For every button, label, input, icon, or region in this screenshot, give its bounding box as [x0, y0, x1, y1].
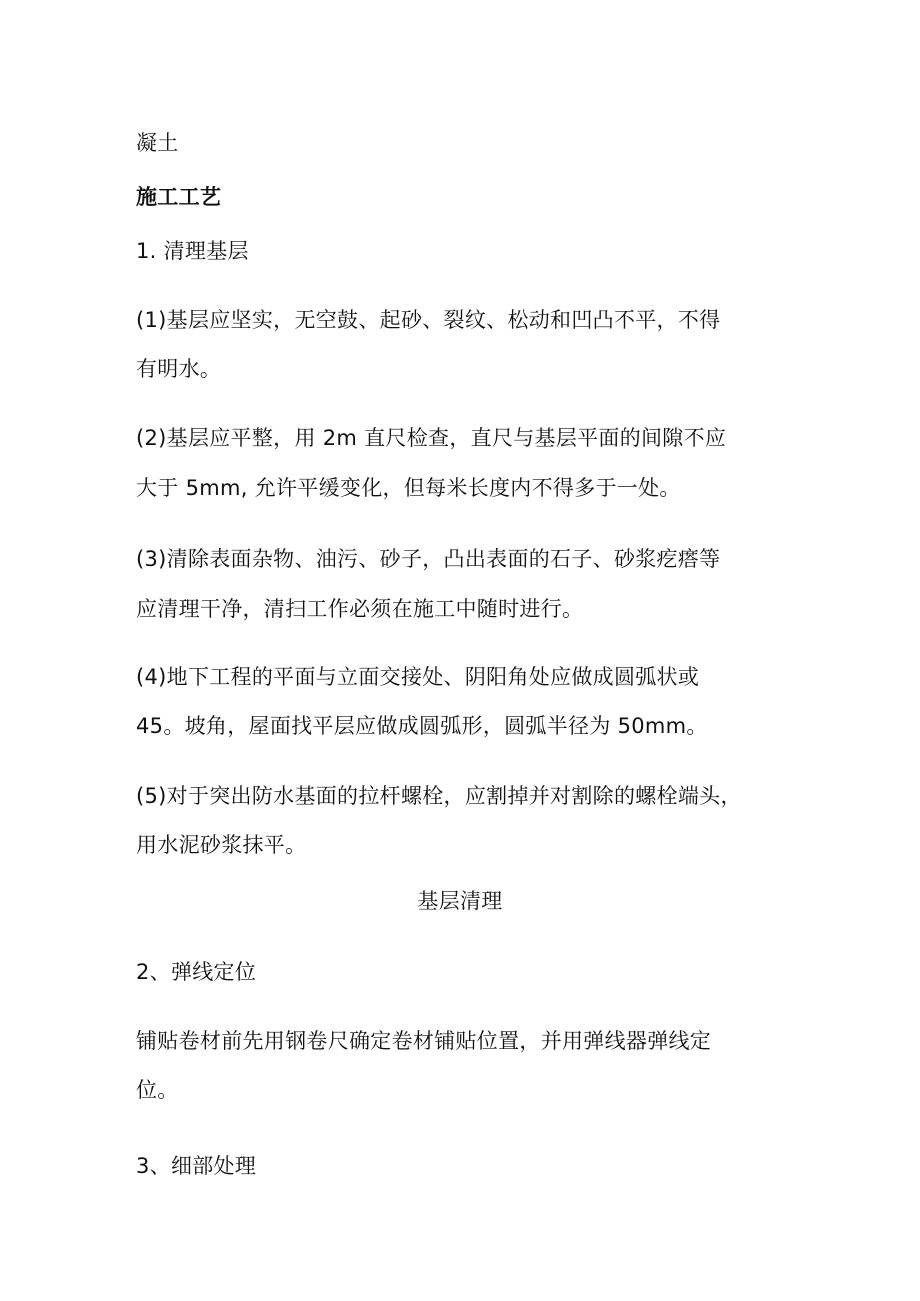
step2-text-line1: 铺贴卷材前先用钢卷尺确定卷材铺贴位置，并用弹线器弹线定 [136, 1029, 712, 1053]
figure-caption: 基层清理 [417, 889, 503, 913]
section-title: 施工工艺 [136, 185, 222, 209]
step3-heading: 3、细部处理 [136, 1154, 257, 1178]
step1-item-5-line1: (5)对于突出防水基面的拉杆螺栓，应割掉并对割除的螺栓端头， [136, 784, 742, 808]
step1-item-3-line2: 应清理干净，清扫工作必须在施工中随时进行。 [136, 597, 584, 621]
step1-item-1-line1: (1)基层应坚实，无空鼓、起砂、裂纹、松动和凹凸不平，不得 [136, 308, 721, 332]
step1-item-3-line1: (3)清除表面杂物、油污、砂子，凸出表面的石子、砂浆疙瘩等 [136, 547, 721, 571]
step1-item-2-line1: (2)基层应平整，用 2m 直尺检查，直尺与基层平面的间隙不应 [136, 426, 727, 450]
step1-item-5-line2: 用水泥砂浆抹平。 [136, 833, 307, 857]
step1-item-2-line2: 大于 5mm, 允许平缓变化，但每米长度内不得多于一处。 [136, 476, 681, 500]
step2-text-line2: 位。 [136, 1078, 179, 1102]
step1-item-1-line2: 有明水。 [136, 357, 222, 381]
step1-item-4-line1: (4)地下工程的平面与立面交接处、阴阳角处应做成圆弧状或 [136, 665, 700, 689]
step1-heading: 1. 清理基层 [136, 239, 249, 263]
intro-text: 凝土 [136, 131, 179, 155]
step2-heading: 2、弹线定位 [136, 960, 257, 984]
step1-item-4-line2: 45。坡角，屋面找平层应做成圆弧形，圆弧半径为 50mm。 [136, 714, 708, 738]
